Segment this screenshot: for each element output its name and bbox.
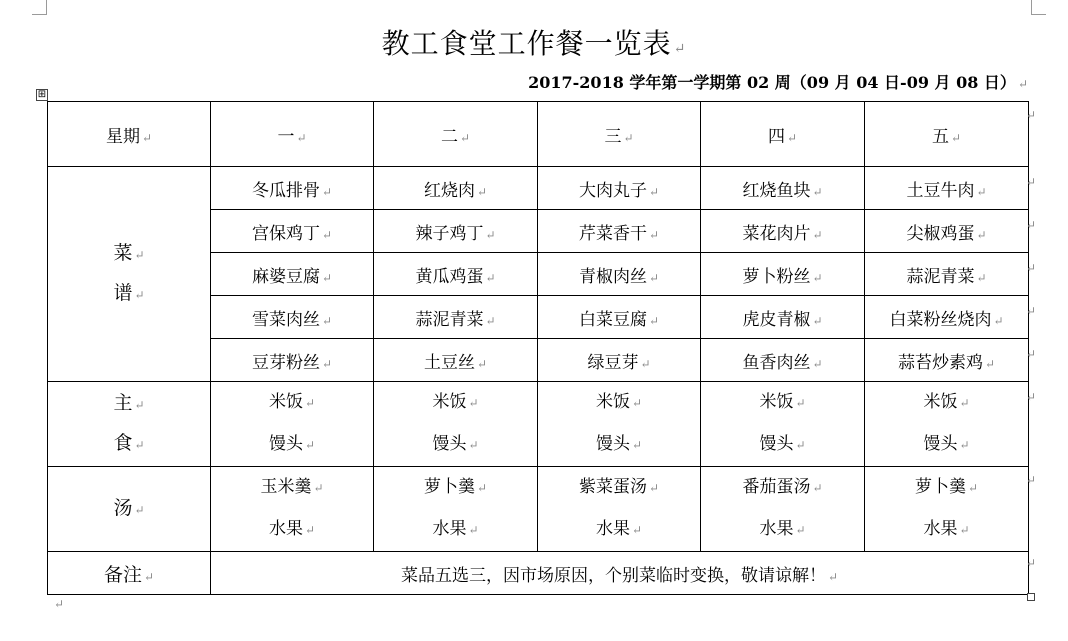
dish-cell: 白菜豆腐 ↵ (538, 296, 701, 339)
staple-row (48, 382, 1029, 467)
row-end-mark-icon: ↵ (1025, 304, 1036, 318)
dish-cell: 蒜泥青菜 ↵ (865, 253, 1029, 296)
dish-cell: 尖椒鸡蛋 ↵ (865, 210, 1029, 253)
paragraph-mark-icon: ↵ (673, 41, 687, 57)
day-header-mon: 一 ↵ (211, 102, 374, 167)
dish-cell: 青椒肉丝 ↵ (538, 253, 701, 296)
header-row (48, 102, 1029, 167)
dish-cell: 虎皮青椒 ↵ (701, 296, 865, 339)
page-corner-mark-right (1031, 0, 1046, 15)
soup-label-cell: 汤 ↵ (48, 467, 211, 552)
row-end-mark-icon: ↵ (1025, 218, 1036, 232)
dish-cell: 蒜苔炒素鸡 ↵ (865, 339, 1029, 382)
row-end-mark-icon: ↵ (1025, 556, 1036, 570)
soup-cell: 紫菜蛋汤 ↵ 水果 ↵ (538, 467, 701, 552)
paragraph-mark-icon: ↵ (1017, 77, 1028, 91)
dish-cell: 白菜粉丝烧肉 ↵ (865, 296, 1029, 339)
dish-cell: 冬瓜排骨 ↵ (211, 167, 374, 210)
dish-cell: 豆芽粉丝 ↵ (211, 339, 374, 382)
dish-cell: 土豆丝 ↵ (374, 339, 538, 382)
dish-cell: 黄瓜鸡蛋 ↵ (374, 253, 538, 296)
soup-cell: 玉米羹 ↵ 水果 ↵ (211, 467, 374, 552)
row-end-mark-icon: ↵ (1025, 473, 1036, 487)
weekday-header-cell: 星期 ↵ (48, 102, 211, 167)
table-move-handle-icon[interactable]: ⊞ (37, 89, 47, 100)
day-header-fri: 五 ↵ (865, 102, 1029, 167)
soup-row (48, 467, 1029, 552)
soup-cell: 番茄蛋汤 ↵ 水果 ↵ (701, 467, 865, 552)
dish-cell: 雪菜肉丝 ↵ (211, 296, 374, 339)
staple-cell: 米饭 ↵ 馒头 ↵ (374, 382, 538, 467)
dish-cell: 麻婆豆腐 ↵ (211, 253, 374, 296)
note-text-cell: 菜品五选三，因市场原因，个别菜临时变换，敬请谅解！ ↵ (211, 552, 1029, 595)
day-header-tue: 二 ↵ (374, 102, 538, 167)
dish-cell: 大肉丸子 ↵ (538, 167, 701, 210)
dish-cell: 红烧肉 ↵ (374, 167, 538, 210)
row-end-mark-icon: ↵ (1025, 175, 1036, 189)
dish-cell: 鱼香肉丝 ↵ (701, 339, 865, 382)
dish-row (48, 167, 1029, 210)
dish-cell: 土豆牛肉 ↵ (865, 167, 1029, 210)
staple-cell: 米饭 ↵ 馒头 ↵ (701, 382, 865, 467)
table-resize-handle-icon[interactable] (1027, 593, 1035, 601)
day-header-thu: 四 ↵ (701, 102, 865, 167)
row-end-mark-icon: ↵ (1025, 261, 1036, 275)
row-end-mark-icon: ↵ (1025, 108, 1036, 122)
page-corner-mark-left (32, 0, 47, 15)
staple-cell: 米饭 ↵ 馒头 ↵ (865, 382, 1029, 467)
dish-cell: 辣子鸡丁 ↵ (374, 210, 538, 253)
staple-cell: 米饭 ↵ 馒头 ↵ (538, 382, 701, 467)
note-label-cell: 备注 ↵ (48, 552, 211, 595)
document-title: 教工食堂工作餐一览表 ↵ (381, 27, 687, 60)
dish-cell: 蒜泥青菜 ↵ (374, 296, 538, 339)
dish-cell: 绿豆芽 ↵ (538, 339, 701, 382)
row-end-mark-icon: ↵ (1025, 390, 1036, 404)
week-subtitle: 2017-2018 学年第一学期第 02 周（09 月 04 日-09 月 08 日） ↵ (528, 73, 1028, 92)
soup-cell: 萝卜羹 ↵ 水果 ↵ (865, 467, 1029, 552)
dish-cell: 红烧鱼块 ↵ (701, 167, 865, 210)
dish-cell: 萝卜粉丝 ↵ (701, 253, 865, 296)
menu-table (47, 101, 1029, 595)
dish-cell: 宫保鸡丁 ↵ (211, 210, 374, 253)
staple-cell: 米饭 ↵ 馒头 ↵ (211, 382, 374, 467)
dish-cell: 菜花肉片 ↵ (701, 210, 865, 253)
staple-label-cell: 主 ↵ 食 ↵ (48, 382, 211, 467)
menu-label-cell: 菜 ↵ 谱 ↵ (48, 167, 211, 382)
end-paragraph-mark-icon: ↵ (54, 597, 65, 611)
row-end-mark-icon: ↵ (1025, 347, 1036, 361)
soup-cell: 萝卜羹 ↵ 水果 ↵ (374, 467, 538, 552)
day-header-wed: 三 ↵ (538, 102, 701, 167)
note-row (48, 552, 1029, 595)
dish-cell: 芹菜香干 ↵ (538, 210, 701, 253)
